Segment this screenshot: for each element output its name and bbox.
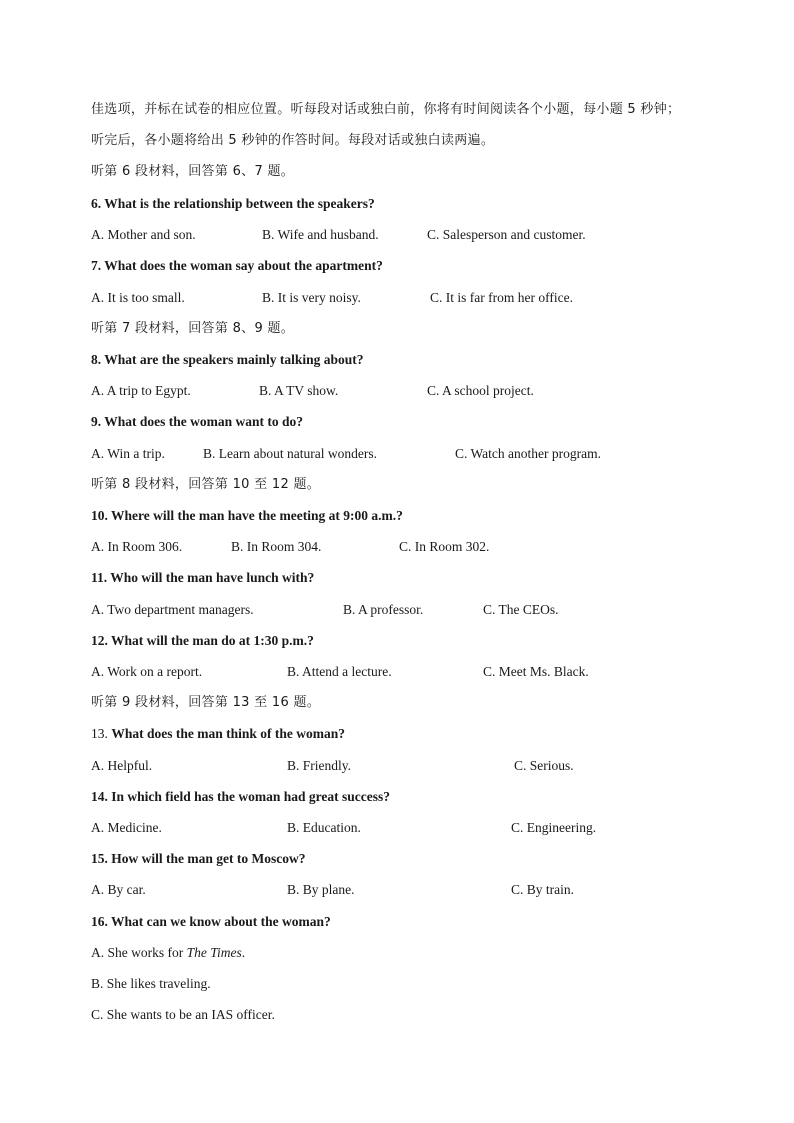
option-13c: C. Serious. — [514, 758, 574, 773]
option-16a-suffix: . — [241, 945, 246, 960]
option-14c: C. Engineering. — [511, 820, 597, 835]
option-8a: A. A trip to Egypt. — [91, 383, 191, 398]
option-12c: C. Meet Ms. Black. — [483, 664, 589, 679]
option-6c: C. Salesperson and customer. — [427, 227, 586, 242]
option-10a: A. In Room 306. — [91, 539, 183, 554]
option-13b: B. Friendly. — [287, 758, 351, 773]
option-11c: C. The CEOs. — [483, 602, 559, 617]
option-9a: A. Win a trip. — [91, 446, 165, 461]
option-14a: A. Medicine. — [91, 820, 162, 835]
option-7c: C. It is far from her office. — [430, 290, 573, 305]
option-8c: C. A school project. — [427, 383, 534, 398]
option-11a: A. Two department managers. — [91, 602, 254, 617]
option-16a — [91, 942, 245, 964]
option-16a-prefix: A. She works for — [91, 945, 187, 960]
section-header-6: 听第 6 段材料，回答第 6、7 题。 — [91, 164, 295, 179]
instructions-line-2: 听完后，各小题将给出 5 秒钟的作答时间。每段对话或独白读两遍。 — [91, 133, 495, 148]
option-16c: C. She wants to be an IAS officer. — [91, 1007, 275, 1022]
question-7: 7. What does the woman say about the apartment? — [91, 258, 383, 273]
option-7a: A. It is too small. — [91, 290, 185, 305]
option-12a: A. Work on a report. — [91, 664, 203, 679]
option-10c: C. In Room 302. — [399, 539, 490, 554]
section-header-8: 听第 8 段材料，回答第 10 至 12 题。 — [91, 477, 321, 492]
question-8: 8. What are the speakers mainly talking about? — [91, 352, 364, 367]
instructions-line-1: 佳选项，并标在试卷的相应位置。听每段对话或独白前，你将有时间阅读各个小题，每小题 5 秒钟； — [91, 102, 681, 117]
question-12: 12. What will the man do at 1:30 p.m.? — [91, 633, 314, 648]
question-9: 9. What does the woman want to do? — [91, 414, 304, 429]
question-10: 10. Where will the man have the meeting at 9:00 a.m.? — [91, 508, 403, 523]
question-13 — [91, 723, 345, 745]
question-14: 14. In which field has the woman had great success? — [91, 789, 391, 804]
question-11: 11. Who will the man have lunch with? — [91, 570, 315, 585]
option-16b: B. She likes traveling. — [91, 976, 211, 991]
question-6: 6. What is the relationship between the speakers? — [91, 196, 375, 211]
option-13a: A. Helpful. — [91, 758, 153, 773]
option-11b: B. A professor. — [343, 602, 424, 617]
section-header-7: 听第 7 段材料，回答第 8、9 题。 — [91, 321, 295, 336]
option-14b: B. Education. — [287, 820, 361, 835]
option-15b: B. By plane. — [287, 882, 355, 897]
option-7b: B. It is very noisy. — [262, 290, 361, 305]
question-13-text: What does the man think of the woman? — [111, 726, 346, 741]
option-6b: B. Wife and husband. — [262, 227, 379, 242]
option-9c: C. Watch another program. — [455, 446, 601, 461]
option-6a: A. Mother and son. — [91, 227, 196, 242]
option-12b: B. Attend a lecture. — [287, 664, 392, 679]
option-16a-title: The Times — [186, 945, 242, 960]
question-15: 15. How will the man get to Moscow? — [91, 851, 306, 866]
question-13-number: 13. — [91, 726, 108, 741]
option-15c: C. By train. — [511, 882, 574, 897]
option-10b: B. In Room 304. — [231, 539, 322, 554]
option-9b: B. Learn about natural wonders. — [203, 446, 377, 461]
question-16: 16. What can we know about the woman? — [91, 914, 331, 929]
section-header-9: 听第 9 段材料，回答第 13 至 16 题。 — [91, 695, 321, 710]
option-15a: A. By car. — [91, 882, 146, 897]
option-8b: B. A TV show. — [259, 383, 339, 398]
